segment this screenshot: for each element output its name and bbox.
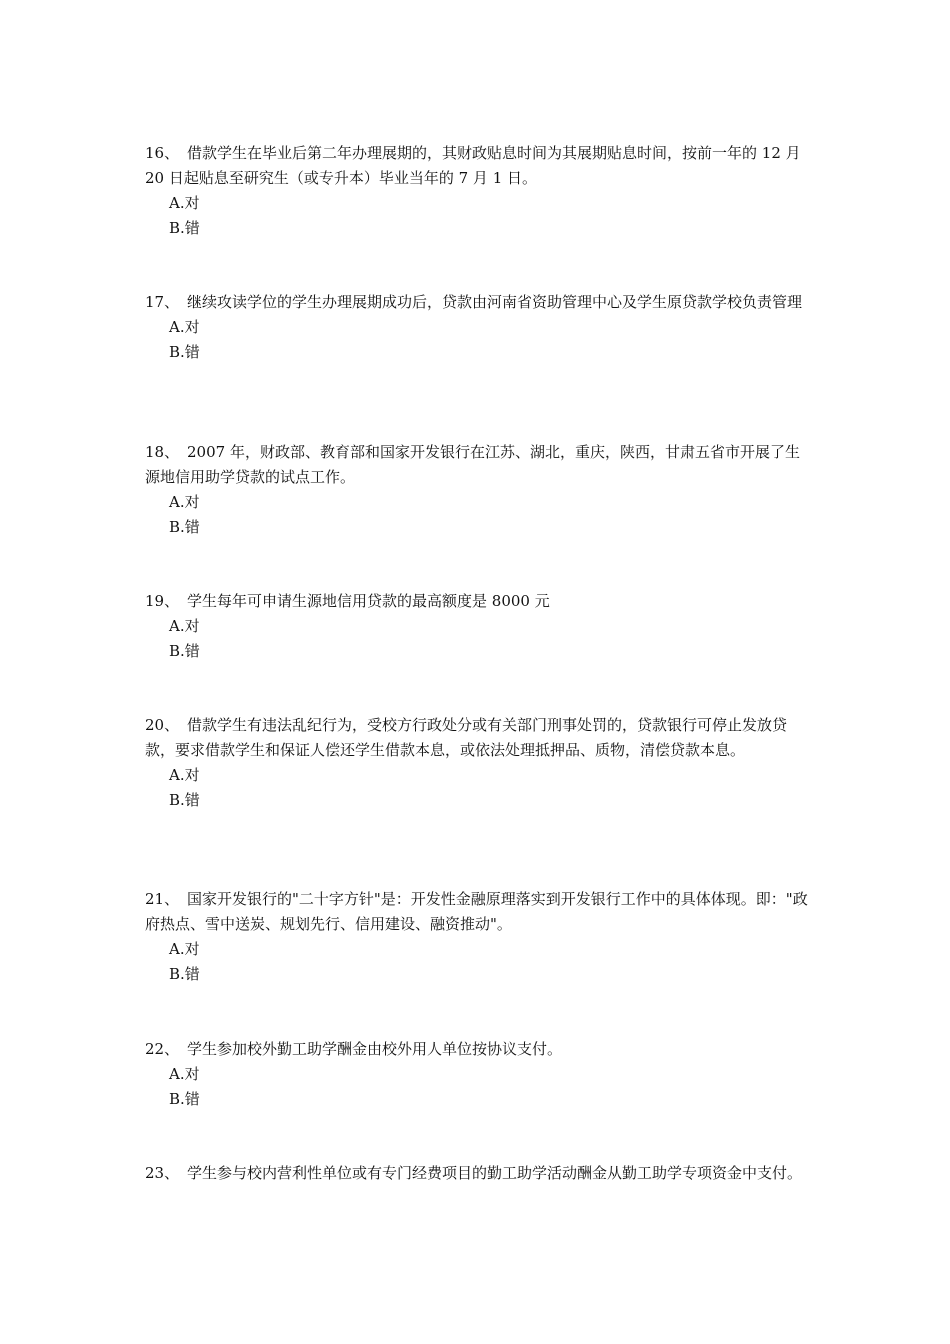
option-a: A.对 <box>169 766 200 784</box>
question-text: 借款学生在毕业后第二年办理展期的，其财政贴息时间为其展期贴息时间，按前一年的 12 月 20 日起贴息至研究生（或专升本）毕业当年的 7 月 1 日。 <box>145 144 801 187</box>
question-text: 继续攻读学位的学生办理展期成功后，贷款由河南省资助管理中心及学生原贷款学校负责管理 <box>187 293 803 311</box>
option-a: A.对 <box>169 194 200 212</box>
option-b: B.错 <box>169 518 200 536</box>
question-number: 16、 <box>145 144 180 162</box>
question-19 <box>145 589 810 664</box>
question-text: 学生每年可申请生源地信用贷款的最高额度是 8000 元 <box>187 592 550 610</box>
question-number: 23、 <box>145 1164 180 1182</box>
option-a: A.对 <box>169 318 200 336</box>
option-b: B.错 <box>169 791 200 809</box>
question-stem <box>145 290 810 315</box>
question-stem <box>145 141 810 191</box>
question-number: 21、 <box>145 890 180 908</box>
option-a: A.对 <box>169 1065 200 1083</box>
question-20 <box>145 713 810 813</box>
question-22 <box>145 1037 810 1112</box>
question-number: 19、 <box>145 592 180 610</box>
option-b: B.错 <box>169 343 200 361</box>
question-number: 17、 <box>145 293 180 311</box>
question-number: 18、 <box>145 443 180 461</box>
question-number: 20、 <box>145 716 180 734</box>
question-23 <box>145 1161 810 1186</box>
option-b: B.错 <box>169 1090 200 1108</box>
question-stem <box>145 887 810 937</box>
question-16 <box>145 141 810 241</box>
question-stem <box>145 1161 810 1186</box>
question-stem <box>145 1037 810 1062</box>
option-a: A.对 <box>169 617 200 635</box>
option-a: A.对 <box>169 940 200 958</box>
question-stem <box>145 589 810 614</box>
question-18 <box>145 440 810 540</box>
question-stem <box>145 713 810 763</box>
question-stem <box>145 440 810 490</box>
question-text: 学生参与校内营利性单位或有专门经费项目的勤工助学活动酬金从勤工助学专项资金中支付。 <box>187 1164 803 1182</box>
question-17 <box>145 290 810 365</box>
question-text: 学生参加校外勤工助学酬金由校外用人单位按协议支付。 <box>187 1040 563 1058</box>
question-text: 国家开发银行的"二十字方针"是：开发性金融原理落实到开发银行工作中的具体体现。即："政府热点、雪中送炭、规划先行、信用建设、融资推动"。 <box>145 890 808 933</box>
option-a: A.对 <box>169 493 200 511</box>
question-text: 2007 年，财政部、教育部和国家开发银行在江苏、湖北，重庆，陕西，甘肃五省市开展了生源地信用助学贷款的试点工作。 <box>145 443 800 486</box>
question-number: 22、 <box>145 1040 180 1058</box>
option-b: B.错 <box>169 965 200 983</box>
option-b: B.错 <box>169 642 200 660</box>
question-text: 借款学生有违法乱纪行为，受校方行政处分或有关部门刑事处罚的，贷款银行可停止发放贷款，要求借款学生和保证人偿还学生借款本息，或依法处理抵押品、质物，清偿贷款本息。 <box>145 716 788 759</box>
question-21 <box>145 887 810 987</box>
option-b: B.错 <box>169 219 200 237</box>
